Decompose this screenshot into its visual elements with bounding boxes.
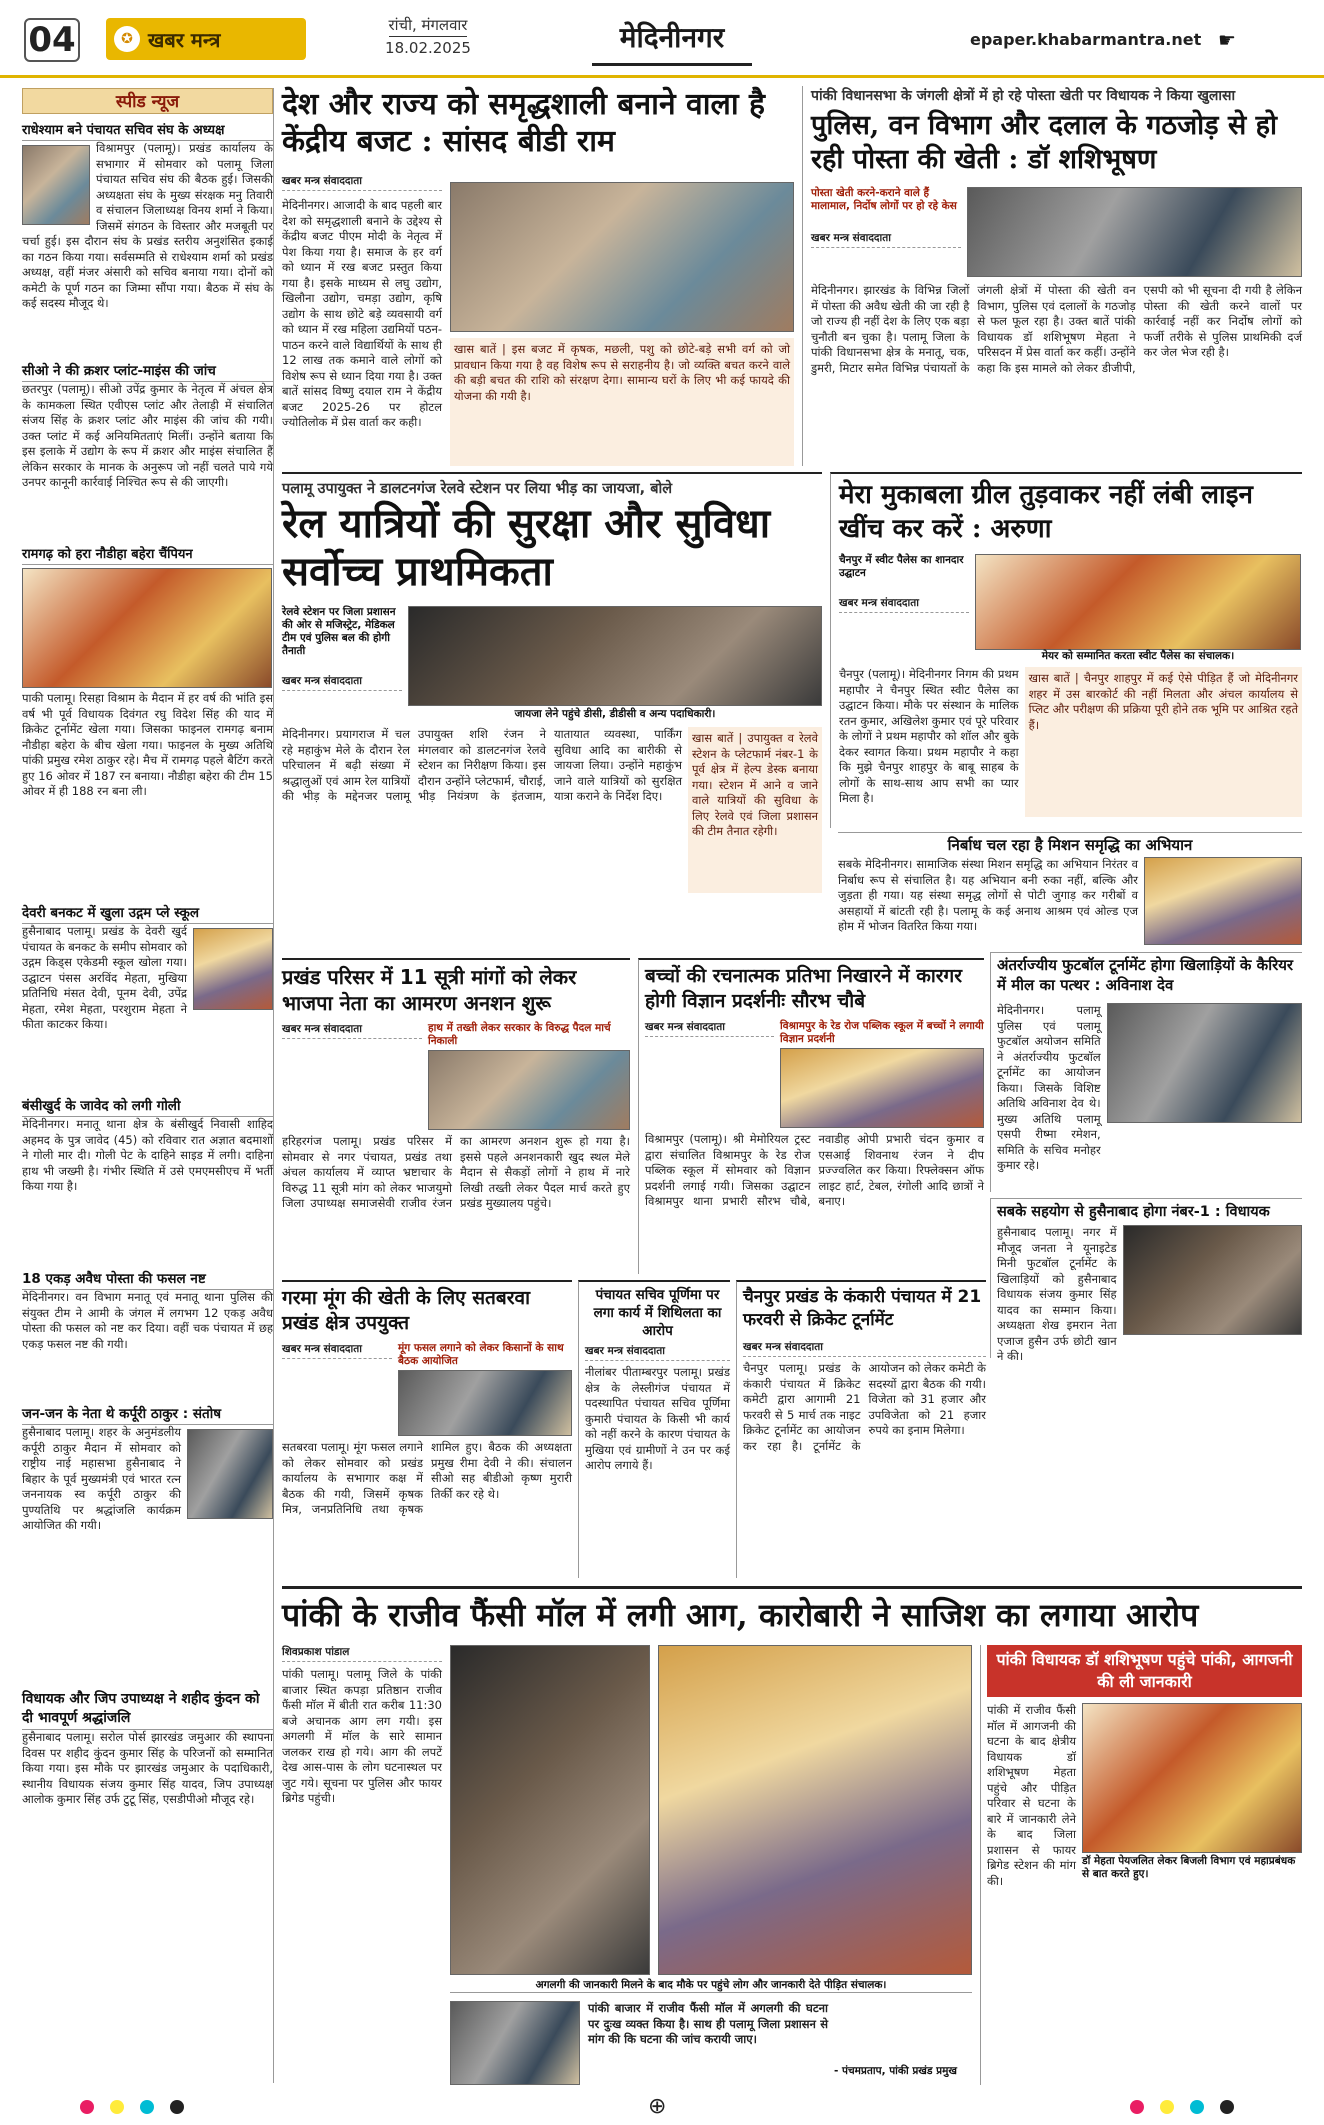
football-body: मेदिनीनगर। पलामू पुलिस एवं पलामू फुटबॉल अयोजन समिति ने अंतर्राज्यीय फुटबॉल टूर्नामेंट का आयोजन किया। जिसके विशिष्ट अतिथि अविनाश देव थे। मुख्य अतिथि पलामू एसपी रीष्मा रमेशन, समिति के सचिव मनोहर कुमार रहे। bbox=[997, 1003, 1101, 1172]
panchayat-byline: खबर मन्त्र संवाददाता bbox=[585, 1344, 730, 1361]
cricket-byline: खबर मन्त्र संवाददाता bbox=[743, 1340, 986, 1357]
mung-story bbox=[282, 1280, 572, 1578]
registration-mark bbox=[140, 2100, 154, 2114]
budget-byline: खबर मन्त्र संवाददाता bbox=[282, 174, 442, 191]
registration-mark bbox=[80, 2100, 94, 2114]
panchayat-headline: पंचायत सचिव पूर्णिमा पर लगा कार्य में शिथिलता का आरोप bbox=[593, 1287, 722, 1339]
news-headline: जन-जन के नेता थे कर्पूरी ठाकुर : संतोष bbox=[22, 1402, 273, 1425]
list-item bbox=[22, 1402, 273, 1687]
science-caption: विश्रामपुर के रेड रोज पब्लिक स्कूल में बच्चों ने लगायी विज्ञान प्रदर्शनी bbox=[780, 1020, 984, 1045]
aruna-photo bbox=[975, 554, 1301, 650]
mla-visit-story bbox=[980, 1645, 1302, 2085]
news-body: हुसैनाबाद पलामू। सरोल पोर्स झारखंड जमुआर की स्थापना दिवस पर शहीद कुंदन कुमार सिंह के परिजनों को सम्मानित किया गया। इस मौके पर झारखंड जमुआर के पदाधिकारी, स्थानीय विधायक संजय कुमार सिंह यादव, जिप उपाध्यक्ष आलोक कुमार सिंह उर्फ टुटू सिंह, एसडीपीओ मौजूद रहे। bbox=[22, 1730, 273, 1806]
rail-body: मेदिनीनगर। प्रयागराज में चल रहे महाकुंभ मेले के दौरान रेल परिचालन में बढ़ी संख्या में श्रद्धालुओं एवं आम रेल यात्रियों की भीड़ के मद्देनजर पलामू उपायुक्त शशि रंजन ने मंगलवार को डालटनगंज रेलवे स्टेशन का निरीक्षण किया। इस दौरान उन्होंने प्लेटफार्म, चौराई, भीड़ नियंत्रण के इंतजाम, यातायात व्यवस्था, पार्किंग सुविधा आदि का बारीकी से जायजा लिया। उन्होंने महाकुंभ जाने वाले यात्रियों को सुरक्षित यात्रा कराने के निर्देश दिए। bbox=[282, 727, 682, 803]
news-photo bbox=[193, 928, 273, 1010]
rail-story bbox=[282, 472, 822, 952]
news-headline: सीओ ने की क्रशर प्लांट-माइंस की जांच bbox=[22, 359, 273, 382]
news-body: पाकी पलामू। रिसहा विश्राम के मैदान में हर वर्ष की भांति इस वर्ष भी पूर्व विधायक दिवंगत रघु विदेश सिंह की याद में क्रिकेट टूर्नामेंट खेला गया। जिसका फाइनल रामगढ़ बनाम नौडीहा बहेरा के बीच खेला गया। फाइनल के मुख्य अतिथि पांकी प्रमुख रमेश ठाकुर रहे। मैच में रामगढ़ पहले बैटिंग करते हुए 16 ओवर में 187 रन बनाया। नौडीहा बहेरा की टीम 15 ओवर में ही 188 रन बना ली। bbox=[22, 691, 273, 798]
registration-mark bbox=[1130, 2100, 1144, 2114]
mla-visit-photo bbox=[1082, 1703, 1302, 1853]
list-item bbox=[22, 1687, 273, 1950]
aruna-body: चैनपुर (पलामू)। मेदिनीनगर निगम की प्रथम महापौर ने चैनपुर स्थित स्वीट पैलेस का उद्घाटन किया। मौके पर संस्थान के मालिक रतन कुमार, अखिलेश कुमार एवं पूरे परिवार के लोगों ने प्रथम महापौर को शॉल और बुके देकर स्वागत किया। प्रथम महापौर ने कहा कि मुझे चैनपुर शाहपुर के बाबू साहब के लोगों के साथ-साथ आप सभी का प्यार मिला है। bbox=[839, 667, 1019, 805]
rail-photo-caption: जायजा लेने पहुंचे डीसी, डीडीसी व अन्य पदाधिकारी। bbox=[514, 708, 716, 720]
budget-body: मेदिनीनगर। आजादी के बाद पहली बार देश को समृद्धशाली बनाने के उद्देश्य से केंद्रीय बजट पीएम मोदी के नेतृत्व में पेश किया गया है। समाज के हर वर्ग को ध्यान में रख बजट प्रस्तुत किया गया है। इसके माध्यम से लघु उद्योग, खिलौना उद्योग, चमड़ा उद्योग, कृषि उद्योग के साथ छोटे बड़े व्यवसायी वर्ग को ध्यान में रख महिला उद्यमियों पठन-पाठन करने वाले विद्यार्थियों के साथ ही 12 लाख तक कमाने वाले लोगों को विशेष रूप से ध्यान दिया गया है। उक्त बातें सांसद विष्णु दयाल राम ने केंद्रीय बजट 2025-26 पर होटल ज्योतिलोक में प्रेस वार्ता कर कही। bbox=[282, 198, 443, 429]
budget-headline: देश और राज्य को समृद्धशाली बनाने वाला है केंद्रीय बजट : सांसद बीडी राम bbox=[282, 87, 765, 159]
aruna-highlights: खास बातें | चैनपुर शाहपुर में कई ऐसे पीड़ित हैं जो मेदिनीनगर शहर में उस बारकोर्ट की नहीं मिलता और अंचल कार्यालय से प्लिट और परीक्षण की प्रक्रिया पूरी होने तक भूमि पर आश्रित रहते हैं। bbox=[1025, 667, 1302, 817]
mission-headline: निर्बाध चल रहा है मिशन समृद्धि का अभियान bbox=[947, 836, 1193, 854]
news-headline: राधेश्याम बने पंचायत सचिव संघ के अध्यक्ष bbox=[22, 118, 273, 141]
registration-mark bbox=[110, 2100, 124, 2114]
dateline bbox=[318, 14, 538, 59]
news-headline: 18 एकड़ अवैध पोस्ता की फसल नष्ट bbox=[22, 1267, 273, 1290]
poppy-kicker: पांकी विधानसभा के जंगली क्षेत्रों में हो रहे पोस्ता खेती पर विधायक ने किया खुलासा bbox=[811, 88, 1236, 104]
husainabad-photo bbox=[1123, 1225, 1302, 1335]
rail-headline: रेल यात्रियों की सुरक्षा और सुविधा सर्वोच्च प्राथमिकता bbox=[282, 500, 771, 595]
aruna-byline: खबर मन्त्र संवाददाता bbox=[839, 596, 969, 613]
city-day: रांची, मंगलवार bbox=[389, 14, 468, 37]
mission-story bbox=[838, 832, 1302, 944]
brand-name: खबर मन्त्र bbox=[148, 27, 221, 52]
cricket-body: चैनपुर पलामू। प्रखंड के कंकारी पंचायत में क्रिकेट कमेटी द्वारा आगामी 21 फरवरी से 5 मार्च तक नाइट क्रिकेट टूर्नामेंट का आयोजन कर रहा है। टूर्नामेंट के आयोजन को लेकर कमेटी के सदस्यों द्वारा बैठक की गयी। विजेता को 31 हजार और उपविजेता को 21 हजार रुपये का इनाम मिलेगा। bbox=[743, 1361, 986, 1453]
pramukh-photo bbox=[450, 2001, 580, 2085]
news-headline: देवरी बनकट में खुला उद्गम प्ले स्कूल bbox=[22, 901, 273, 924]
crosshair-icon: ⊕ bbox=[648, 2094, 667, 2119]
hunger-byline: खबर मन्त्र संवाददाता bbox=[282, 1022, 422, 1039]
aruna-caption: चैनपुर में स्वीट पैलेस का शानदार उद्घाटन bbox=[839, 554, 964, 579]
aruna-photo-caption: मेयर को सम्मानित करता स्वीट पैलेस का संचालक। bbox=[1041, 650, 1235, 662]
news-body: छतरपुर (पलामू)। सीओ उपेंद्र कुमार के नेतृत्व में अंचल क्षेत्र के कामकला स्थित एवीएस प्लांट और तेलाड़ी में संचालित संजय सिंह के क्रशर प्लांट और माइंस की जांच की गयी। उक्त प्लांट में कई अनियमितताएं मिलीं। उन्होंने बताया कि इस इलाके में उद्योग के रूप में क्रशर और माइंस संचालित हैं लेकिन सरकार के मानक के अनुरूप जो नहीं चलते पाये गये उनपर कानूनी कार्रवाई निश्चित रूप से की जाएगी। bbox=[22, 382, 273, 489]
registration-mark bbox=[170, 2100, 184, 2114]
football-headline: अंतर्राज्यीय फुटबॉल टूर्नामेंट होगा खिलाड़ियों के कैरियर में मील का पत्थर : अविनाश देव bbox=[997, 956, 1294, 994]
budget-photo bbox=[450, 182, 794, 332]
list-item bbox=[22, 359, 273, 542]
issue-date: 18.02.2025 bbox=[385, 39, 471, 57]
aruna-headline: मेरा मुकाबला ग्रील तुड़वाकर नहीं लंबी लाइन खींच कर करें : अरुणा bbox=[839, 480, 1253, 544]
fire-headline: पांकी के राजीव फैंसी मॉल में लगी आग, कारोबारी ने साजिश का लगाया आरोप bbox=[282, 1596, 1199, 1634]
mung-body: सतबरवा पलामू। मूंग फसल लगाने को लेकर सोमवार को प्रखंड कार्यालय के सभागार कक्ष में बैठक की गयी, जिसमें कृषक मित्र, जनप्रतिनिधि तथा कृषक शामिल हुए। बैठक की अध्यक्षता प्रमुख रीमा देवी ने की। संचालन सीओ सह बीडीओ कृष्ण मुरारी तिर्की कर रहे थे। bbox=[282, 1440, 572, 1516]
brand-logo bbox=[106, 18, 306, 60]
fire-photo bbox=[450, 1645, 650, 1975]
registration-mark bbox=[1190, 2100, 1204, 2114]
list-item bbox=[22, 901, 273, 1094]
page-number: 04 bbox=[24, 18, 80, 62]
hunger-photo bbox=[428, 1050, 630, 1130]
football-story bbox=[990, 952, 1302, 1192]
science-story bbox=[638, 958, 984, 1274]
fire-story bbox=[282, 1586, 1302, 2086]
mla-visit-photo-caption: डॉ मेहता पेयजलित लेकर बिजली विभाग एवं महाप्रबंधक से बात करते हुए। bbox=[1082, 1855, 1296, 1880]
news-body: विश्रामपुर (पलामू)। प्रखंड कार्यालय के सभागार में सोमवार को पलामू जिला पंचायत सचिव संघ की बैठक हुई। जिसकी अध्यक्षता संघ के मुख्य संरक्षक मनु तिवारी व संचालन जिलाध्यक्ष विनय शर्मा ने किया। जिसमें संगठन के विस्तार और मजबूती पर चर्चा हुई। इस दौरान संघ के प्रखंड स्तरीय अनुशंसित इकाई का गठन किया गया। सर्वसम्मति से राधेश्याम शर्मा को प्रखंड अध्यक्ष, वहीं मंजर अंसारी को सचिव बनाया गया। दोनों को कमेटी के पूर्ण गठन का जिम्मा सौंपा गया। बैठक में संघ के कई सदस्य मौजूद थे। bbox=[22, 141, 273, 310]
husainabad-story bbox=[990, 1198, 1302, 1363]
news-body: हुसैनाबाद पलामू। प्रखंड के देवरी खुर्द पंचायत के बनकट के समीप सोमवार को उद्गम किड्स एकेडमी स्कूल खोला गया। उद्घाटन पंसस अरविंद मेहता, मुखिया प्रतिनिधि मंसत देवी, पूनम देवी, उपेंद्र मेहता, रमेश मेहता, परशुराम मेहता ने फीता काटकर किया। bbox=[22, 924, 187, 1031]
mung-photo bbox=[398, 1370, 572, 1436]
husainabad-headline: सबके सहयोग से हुसैनाबाद होगा नंबर-1 : विधायक bbox=[997, 1204, 1270, 1220]
cricket-headline: चैनपुर प्रखंड के कंकारी पंचायत में 21 फरवरी से क्रिकेट टूर्नामेंट bbox=[743, 1287, 982, 1330]
mission-body: सबके मेदिनीनगर। सामाजिक संस्था मिशन समृद्धि का अभियान निरंतर व निर्बाध रूप से संचालित है। यह अभियान बनी रुका नहीं, बल्कि और जुड़ता ही गया। यह संस्था समृद्ध लोगों से पोटी जुगाड़ कर गरीबों व असहायों में बांटती रही है। पलामू के कई अनाथ आश्रम एवं ओल्ड एज होम में भोजन वितरित किया गया। bbox=[838, 857, 1138, 933]
panchayat-body: नीलांबर पीताम्बरपुर पलामू। प्रखंड क्षेत्र के लेस्लीगंज पंचायत में पदस्थापित पंचायत सचिव पूर्णिमा कुमारी पंचायत के किसी भी कार्य को नहीं करने के कारण पंचायत के मुखिया एवं ग्रामीणों ने उन पर कई आरोप लगाये हैं। bbox=[585, 1365, 730, 1472]
mla-visit-headline: पांकी विधायक डॉ शशिभूषण पहुंचे पांकी, आगजनी की ली जानकारी bbox=[987, 1645, 1302, 1697]
mla-visit-body: पांकी में राजीव फैंसी मॉल में आगजनी की घटना के बाद क्षेत्रीय विधायक डॉ शशिभूषण मेहता पहुंचे और पीड़ित परिवार से घटना के बारे में जानकारी लेने के बाद जिला प्रशासन से फायर ब्रिगेड स्टेशन की मांग की। bbox=[987, 1703, 1076, 1888]
news-photo bbox=[22, 568, 272, 688]
poppy-byline: खबर मन्त्र संवाददाता bbox=[811, 231, 961, 248]
poppy-photo bbox=[967, 187, 1302, 277]
news-body: मेदिनीनगर। मनातू थाना क्षेत्र के बंसीखुर्द निवासी शाहिद अहमद के पुत्र जावेद (45) को रविवार रात अज्ञात बदमाशों ने गोली मार दी। गोली पेट के दाहिने साइड में लगी। दाहिना हाथ भी जख्मी है। गंभीर स्थिति में उसे एमएमसीएच में भर्ती किया गया है। bbox=[22, 1117, 273, 1193]
section-title: मेदिनीनगर bbox=[592, 10, 752, 66]
science-headline: बच्चों की रचनात्मक प्रतिभा निखारने में कारगर होगी विज्ञान प्रदर्शनीः सौरभ चौबे bbox=[645, 965, 962, 1012]
poppy-story bbox=[802, 86, 1302, 466]
pointer-hand-icon: ☛ bbox=[1218, 28, 1236, 52]
mung-byline: खबर मन्त्र संवाददाता bbox=[282, 1342, 392, 1359]
cricket-story bbox=[736, 1280, 986, 1578]
registration-mark bbox=[1220, 2100, 1234, 2114]
poppy-headline: पुलिस, वन विभाग और दलाल के गठजोड़ से हो रही पोस्ता की खेती : डॉ शशिभूषण bbox=[811, 110, 1277, 175]
registration-mark bbox=[1160, 2100, 1174, 2114]
rail-kicker: पलामू उपायुक्त ने डालटनगंज रेलवे स्टेशन पर लिया भीड़ का जायजा, बोले bbox=[282, 481, 673, 497]
poppy-body: मेदिनीनगर। झारखंड के विभिन्न जिलों में पोस्ता की अवैध खेती की जा रही है जो राज्य ही नहीं देश के लिए एक बड़ा चुनौती बन चुका है। पलामू जिला के पांकी विधानसभा क्षेत्र के मनातू, चक, डुमरी, मिटार समेत विभिन्न पंचायतों के जंगली क्षेत्रों में पोस्ता की खेती वन विभाग, पुलिस एवं दलालों के गठजोड़ से फल फूल रहा है। उक्त बातें पांकी विधायक डॉ शशिभूषण मेहता ने परिसदन में प्रेस वार्ता कर कहीं। उन्होंने कहा कि इस मामले को लेकर डीजीपी, एसपी को भी सूचना दी गयी है लेकिन पोस्ता की खेती करने वालों पर कार्रवाई नहीं कर निर्दोष लोगों को फर्जी तरीके से पुलिस प्राथमिकी दर्ज कर जेल भेज रही है। bbox=[811, 283, 1302, 375]
panchayat-story bbox=[578, 1280, 730, 1578]
rail-photo bbox=[408, 606, 822, 706]
pramukh-quote: पांकी बाजार में राजीव फैंसी मॉल में अगलगी की घटना पर दुःख व्यक्त किया है। साथ ही पलामू जिला प्रशासन से मांग की कि घटना की जांच करायी जाए। bbox=[588, 2001, 828, 2046]
science-photo bbox=[780, 1048, 984, 1128]
husainabad-body: हुसैनाबाद पलामू। नगर में मौजूद जनता ने यूनाइटेड मिनी फुटबॉल टूर्नामेंट के खिलाड़ियों को हुसैनाबाद विधायक संजय कुमार सिंह यादव का सम्मान किया। अध्यक्षता शेख इमरान नेता एजाज हुसैन उर्फ छोटी खान ने की। bbox=[997, 1225, 1117, 1363]
news-headline: बंसीखुर्द के जावेद को लगी गोली bbox=[22, 1094, 273, 1117]
speed-news-column bbox=[22, 88, 274, 2083]
hunger-strike-story bbox=[282, 958, 630, 1274]
fire-byline: शिवप्रकाश पांडाल bbox=[282, 1645, 442, 1662]
poppy-caption: पोस्ता खेती करने-कराने वाले हैं मालामाल, निर्दोष लोगों पर हो रहे केस bbox=[811, 187, 957, 212]
news-headline: विधायक और जिप उपाध्यक्ष ने शहीद कुंदन को दी भावपूर्ण श्रद्धांजलि bbox=[22, 1687, 273, 1730]
mung-headline: गरमा मूंग की खेती के लिए सतबरवा प्रखंड क्षेत्र उपयुक्त bbox=[282, 1287, 530, 1334]
epaper-link[interactable]: epaper.khabarmantra.net bbox=[970, 30, 1202, 49]
rail-note: रेलवे स्टेशन पर जिला प्रशासन की ओर से मजिस्ट्रेट, मेडिकल टीम एवं पुलिस बल की होगी तैनाती bbox=[282, 606, 396, 657]
news-body: मेदिनीनगर। वन विभाग मनातू एवं मनातू थाना पुलिस की संयुक्त टीम ने आमी के जंगल में लगभग 12 एकड़ अवैध पोस्ता की फसल को नष्ट कर दिया। वहीं चक पंचायत में छह एकड़ फसल नष्ट की गयी। bbox=[22, 1290, 273, 1351]
football-photo bbox=[1107, 1003, 1302, 1123]
fire-body: पांकी पलामू। पलामू जिले के पांकी बाजार स्थित कपड़ा प्रतिष्ठान राजीव फैंसी मॉल में बीती रात करीब 11:30 बजे अचानक आग लग गयी। इस अगलगी में मॉल के सारे सामान जलकर राख हो गये। आग की लपटें देख आस-पास के लोग घटनास्थल पर जुट गये। सूचना पर पुलिस और फायर ब्रिगेड पहुंची। bbox=[282, 1667, 442, 1805]
speed-news-title: स्पीड न्यूज bbox=[22, 88, 273, 114]
news-photo bbox=[187, 1429, 273, 1519]
budget-highlights: खास बातें | इस बजट में कृषक, मछली, पशु को छोटे-बड़े सभी वर्ग को जो प्रावधान किया गया है वह विशेष रूप से सराहनीय है। जो व्यक्ति बचत करने वाले की बड़ी बचत की राशि को संरक्षण देगा। सामान्य घरों के लिए भी कई फायदे की योजना की गयी है। bbox=[450, 338, 794, 466]
news-body: हुसैनाबाद पलामू। शहर के अनुमंडलीय कर्पूरी ठाकुर मैदान में सोमवार को राष्ट्रीय नाई महासभा हुसैनाबाद ने बिहार के पूर्व मुख्यमंत्री एवं भारत रत्न जननायक स्व कर्पूरी ठाकुर की पुण्यतिथि पर श्रद्धांजलि कार्यक्रम आयोजित की गयी। bbox=[22, 1425, 181, 1532]
rail-highlights: खास बातें | उपायुक्त व रेलवे स्टेशन के प्लेटफार्म नंबर-1 के पूर्व क्षेत्र में हेल्प डेस्क बनाया गया। स्टेशन में आने व जाने वाले यात्रियों की सुविधा के लिए रेलवे एवं जिला प्रशासन की टीम तैनात रहेगी। bbox=[688, 727, 822, 893]
list-item bbox=[22, 542, 273, 901]
hunger-headline: प्रखंड परिसर में 11 सूत्री मांगों को लेकर भाजपा नेता का आमरण अनशन शुरू bbox=[282, 965, 577, 1015]
rail-byline: खबर मन्त्र संवाददाता bbox=[282, 674, 402, 691]
brand-icon: ✪ bbox=[114, 26, 140, 52]
science-body: विश्रामपुर (पलामू)। श्री मेमोरियल ट्रस्ट द्वारा संचालित विश्रामपुर के रेड रोज पब्लिक स्कूल में सोमवार को विज्ञान प्रदर्शनी लगाई गयी। जिसका उद्घाटन विश्रामपुर थाना प्रभारी सौरभ चौबे, नवाडीह ओपी प्रभारी चंदन कुमार व एसआई शिवनाथ रंजन ने दीप प्रज्ज्वलित कर किया। रिफ्लेक्सन ऑफ लाइट हार्ट, टेबल, रंगोली आदि छात्रों ने बनाए। bbox=[645, 1132, 984, 1208]
news-photo bbox=[22, 145, 90, 225]
list-item bbox=[22, 118, 273, 359]
news-headline: रामगढ़ को हरा नौडीहा बहेरा चैंपियन bbox=[22, 542, 273, 565]
owner-photo bbox=[658, 1645, 972, 1975]
aruna-story bbox=[830, 472, 1302, 828]
mung-caption: मूंग फसल लगाने को लेकर किसानों के साथ बैठक आयोजित bbox=[398, 1342, 564, 1367]
list-item bbox=[22, 1094, 273, 1267]
fire-photo-caption: अगलगी की जानकारी मिलने के बाद मौके पर पहुंचे लोग और जानकारी देते पीड़ित संचालक। bbox=[450, 1979, 972, 1993]
list-item bbox=[22, 1267, 273, 1402]
hunger-caption: हाथ में तख्ती लेकर सरकार के विरुद्ध पैदल मार्च निकाली bbox=[428, 1022, 611, 1047]
budget-story bbox=[282, 86, 794, 466]
science-byline: खबर मन्त्र संवाददाता bbox=[645, 1020, 774, 1037]
hunger-body: हरिहरगंज पलामू। प्रखंड परिसर में सोमवार से नगर पंचायत, प्रखंड तथा अंचल कार्यालय में व्याप्त भ्रष्टाचार के विरुद्ध 11 सूत्री मांग को लेकर भाजयुमो जिला उपाध्यक्ष समाजसेवी राजीव रंजन का आमरण अनशन शुरू हो गया है। इससे पहले अनशनकारी खुद स्थल मेले मैदान से सैकड़ों लोगों ने हाथ में नारे लिखी तख्ती लेकर पैदल मार्च करते हुए प्रखंड मुख्यालय पहुंचे। bbox=[282, 1134, 630, 1210]
pramukh-quote-by: - पंचमप्रताप, पांकी प्रखंड प्रमुख bbox=[834, 2065, 958, 2077]
mission-photo bbox=[1144, 857, 1302, 945]
